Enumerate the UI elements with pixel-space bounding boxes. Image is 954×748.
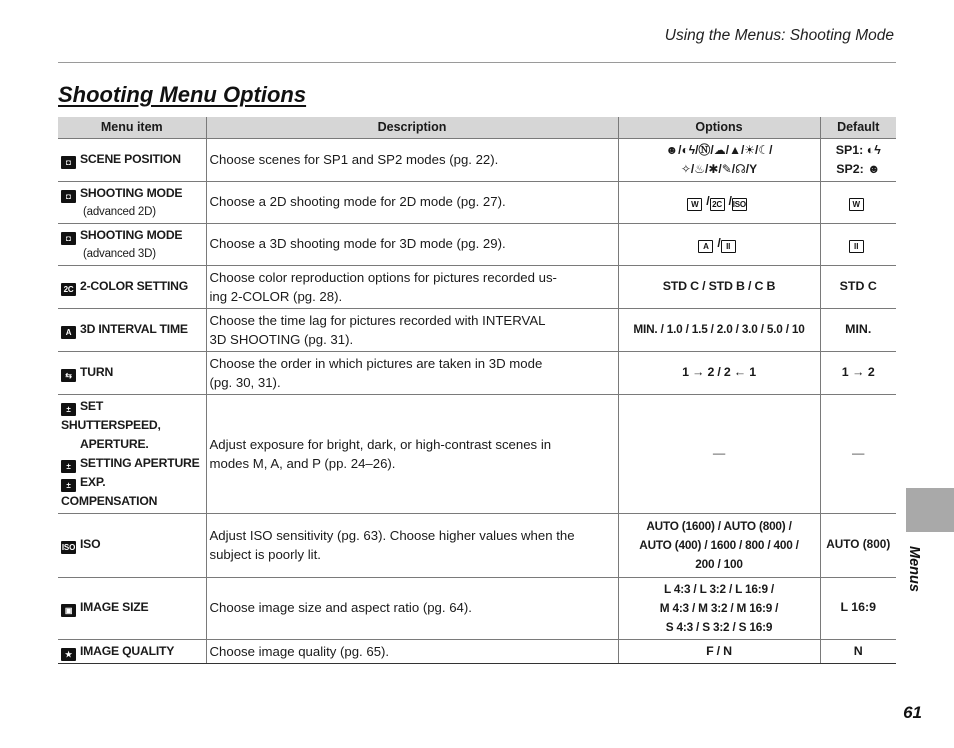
menu-item-cell bbox=[58, 265, 206, 308]
menu-item-cell bbox=[58, 223, 206, 265]
description-line: Adjust exposure for bright, dark, or high-contrast scenes in bbox=[209, 436, 552, 452]
options-cell: F / N bbox=[618, 639, 820, 664]
default-cell: AUTO (800) bbox=[820, 513, 896, 577]
menu-item-label: SETTING APERTURE bbox=[80, 455, 200, 470]
image-size-icon: ▣ bbox=[61, 604, 76, 617]
menu-item-cell bbox=[58, 577, 206, 639]
individual-icon: II bbox=[721, 240, 736, 253]
option-line: 200 / 100 bbox=[695, 556, 743, 571]
running-head: Using the Menus: Shooting Mode bbox=[664, 27, 894, 44]
menu-item-label: EXP. COMPENSATION bbox=[61, 474, 158, 508]
description-line: modes M, A, and P (pp. 24–26). bbox=[209, 455, 396, 471]
table-row bbox=[58, 138, 896, 181]
description-cell bbox=[206, 308, 618, 351]
menu-item-label: IMAGE QUALITY bbox=[80, 643, 175, 658]
table-row bbox=[58, 639, 896, 664]
table-header-row bbox=[58, 117, 896, 138]
table-row bbox=[58, 223, 896, 265]
menu-item-cell bbox=[58, 181, 206, 223]
individual-icon: II bbox=[849, 240, 864, 253]
camera-icon: ◘ bbox=[61, 156, 76, 169]
menu-item-label: SHOOTING MODE bbox=[80, 228, 183, 243]
description-line: Choose the order in which pictures are taken in 3D mode bbox=[209, 355, 543, 371]
option-line: S 4:3 / S 3:2 / S 16:9 bbox=[665, 619, 773, 634]
col-options: Options bbox=[618, 117, 820, 138]
menu-item-label: IMAGE SIZE bbox=[80, 600, 149, 615]
shooting-menu-table bbox=[58, 117, 896, 664]
menu-item-label: ISO bbox=[80, 537, 101, 552]
default-cell bbox=[820, 181, 896, 223]
description-cell bbox=[206, 265, 618, 308]
default-cell bbox=[820, 138, 896, 181]
default-cell: STD C bbox=[820, 265, 896, 308]
description-cell: Choose scenes for SP1 and SP2 modes (pg. 22). bbox=[206, 138, 618, 181]
table-row bbox=[58, 513, 896, 577]
description-line: subject is poorly lit. bbox=[209, 547, 321, 562]
col-description: Description bbox=[206, 117, 618, 138]
menu-item-line bbox=[61, 473, 203, 511]
col-default: Default bbox=[820, 117, 896, 138]
col-menu-item: Menu item bbox=[58, 117, 206, 138]
description-line: Adjust ISO sensitivity (pg. 63). Choose higher values when the bbox=[209, 528, 575, 543]
options-cell bbox=[618, 513, 820, 577]
menu-item-sub: (advanced 3D) bbox=[83, 247, 156, 260]
iso-icon: ISO bbox=[732, 200, 746, 210]
side-tab-label bbox=[906, 546, 926, 606]
table-row bbox=[58, 181, 896, 223]
options-cell: MIN. / 1.0 / 1.5 / 2.0 / 3.0 / 5.0 / 10 bbox=[618, 308, 820, 351]
exposure-icon: ± bbox=[61, 403, 76, 416]
menu-item-cell bbox=[58, 639, 206, 664]
description-line: (pg. 30, 31). bbox=[209, 374, 281, 390]
wide-icon: W bbox=[687, 198, 702, 211]
menu-item-line bbox=[61, 397, 203, 435]
default-cell: N bbox=[820, 639, 896, 664]
description-cell bbox=[206, 351, 618, 394]
camera-icon: ◘ bbox=[61, 232, 76, 245]
default-cell: MIN. bbox=[820, 308, 896, 351]
option-line: AUTO (1600) / AUTO (800) / bbox=[646, 518, 792, 533]
menu-item-label: SCENE POSITION bbox=[80, 151, 181, 166]
options-cell bbox=[618, 577, 820, 639]
menu-item-label: SHOOTING MODE bbox=[80, 186, 183, 201]
default-sp2: SP2: ☻ bbox=[836, 161, 881, 176]
description-line: Choose the time lag for pictures recorded with INTERVAL bbox=[209, 312, 546, 328]
default-cell: L 16:9 bbox=[820, 577, 896, 639]
menu-item-line: APERTURE. bbox=[80, 436, 149, 451]
side-tab bbox=[906, 488, 954, 532]
interval-icon: A bbox=[698, 240, 713, 253]
page-title: Shooting Menu Options bbox=[58, 82, 307, 107]
description-cell: Choose a 2D shooting mode for 2D mode (pg. 27). bbox=[206, 181, 618, 223]
default-cell bbox=[820, 223, 896, 265]
menu-item-cell bbox=[58, 308, 206, 351]
menu-item-label: SET SHUTTERSPEED, bbox=[61, 398, 161, 432]
table-row bbox=[58, 351, 896, 394]
interval-icon: A bbox=[61, 326, 76, 339]
page-number: 61 bbox=[903, 703, 922, 722]
two-color-icon: 2C bbox=[61, 283, 76, 296]
menu-item-cell bbox=[58, 394, 206, 513]
description-cell bbox=[206, 394, 618, 513]
options-cell: STD C / STD B / C B bbox=[618, 265, 820, 308]
iso-icon: ISO bbox=[61, 543, 76, 553]
table-row bbox=[58, 577, 896, 639]
header-rule bbox=[58, 62, 896, 63]
options-cell bbox=[618, 138, 820, 181]
menu-item-cell bbox=[58, 351, 206, 394]
turn-icon: ⇆ bbox=[61, 369, 76, 382]
description-line: 3D SHOOTING (pg. 31). bbox=[209, 331, 354, 347]
options-cell: A / II bbox=[618, 223, 820, 265]
menu-item-sub: (advanced 2D) bbox=[83, 205, 156, 218]
options-cell: — bbox=[618, 394, 820, 513]
default-cell: — bbox=[820, 394, 896, 513]
options-cell: 1 → 2 / 2 ← 1 bbox=[618, 351, 820, 394]
option-line: M 4:3 / M 3:2 / M 16:9 / bbox=[659, 600, 779, 615]
default-sp1: SP1: ◐ϟ bbox=[835, 142, 881, 157]
menu-item-cell bbox=[58, 513, 206, 577]
option-line: L 4:3 / L 3:2 / L 16:9 / bbox=[664, 581, 774, 596]
menu-item-line bbox=[61, 454, 203, 473]
table-row bbox=[58, 265, 896, 308]
options-cell: W / 2C /ISO bbox=[618, 181, 820, 223]
menu-item-label: 3D INTERVAL TIME bbox=[80, 321, 188, 336]
exposure-icon: ± bbox=[61, 460, 76, 473]
default-cell: 1 → 2 bbox=[820, 351, 896, 394]
description-cell: Choose a 3D shooting mode for 3D mode (pg. 29). bbox=[206, 223, 618, 265]
scene-mode-icons-2: ✧/♨/✱/✎/☊/Y bbox=[680, 161, 758, 176]
two-color-icon: 2C bbox=[710, 198, 725, 211]
description-cell bbox=[206, 513, 618, 577]
description-line: Choose color reproduction options for pictures recorded us- bbox=[209, 269, 557, 285]
image-quality-icon: ★ bbox=[61, 648, 76, 661]
menu-item-cell bbox=[58, 138, 206, 181]
menu-item-label: TURN bbox=[80, 364, 114, 379]
table-row bbox=[58, 308, 896, 351]
scene-mode-icons: ☻/◐ϟ/Ⓝ/☁/▲/☀/☾/ bbox=[665, 142, 773, 157]
camera-icon: ◘ bbox=[61, 190, 76, 203]
description-cell: Choose image size and aspect ratio (pg. 64). bbox=[206, 577, 618, 639]
description-cell: Choose image quality (pg. 65). bbox=[206, 639, 618, 664]
table-row bbox=[58, 394, 896, 513]
description-line: ing 2-COLOR (pg. 28). bbox=[209, 288, 343, 304]
side-tab-text: Menus bbox=[906, 546, 922, 592]
option-line: AUTO (400) / 1600 / 800 / 400 / bbox=[639, 537, 799, 552]
exposure-icon: ± bbox=[61, 479, 76, 492]
menu-item-label: 2-COLOR SETTING bbox=[80, 278, 189, 293]
wide-icon: W bbox=[849, 198, 864, 211]
